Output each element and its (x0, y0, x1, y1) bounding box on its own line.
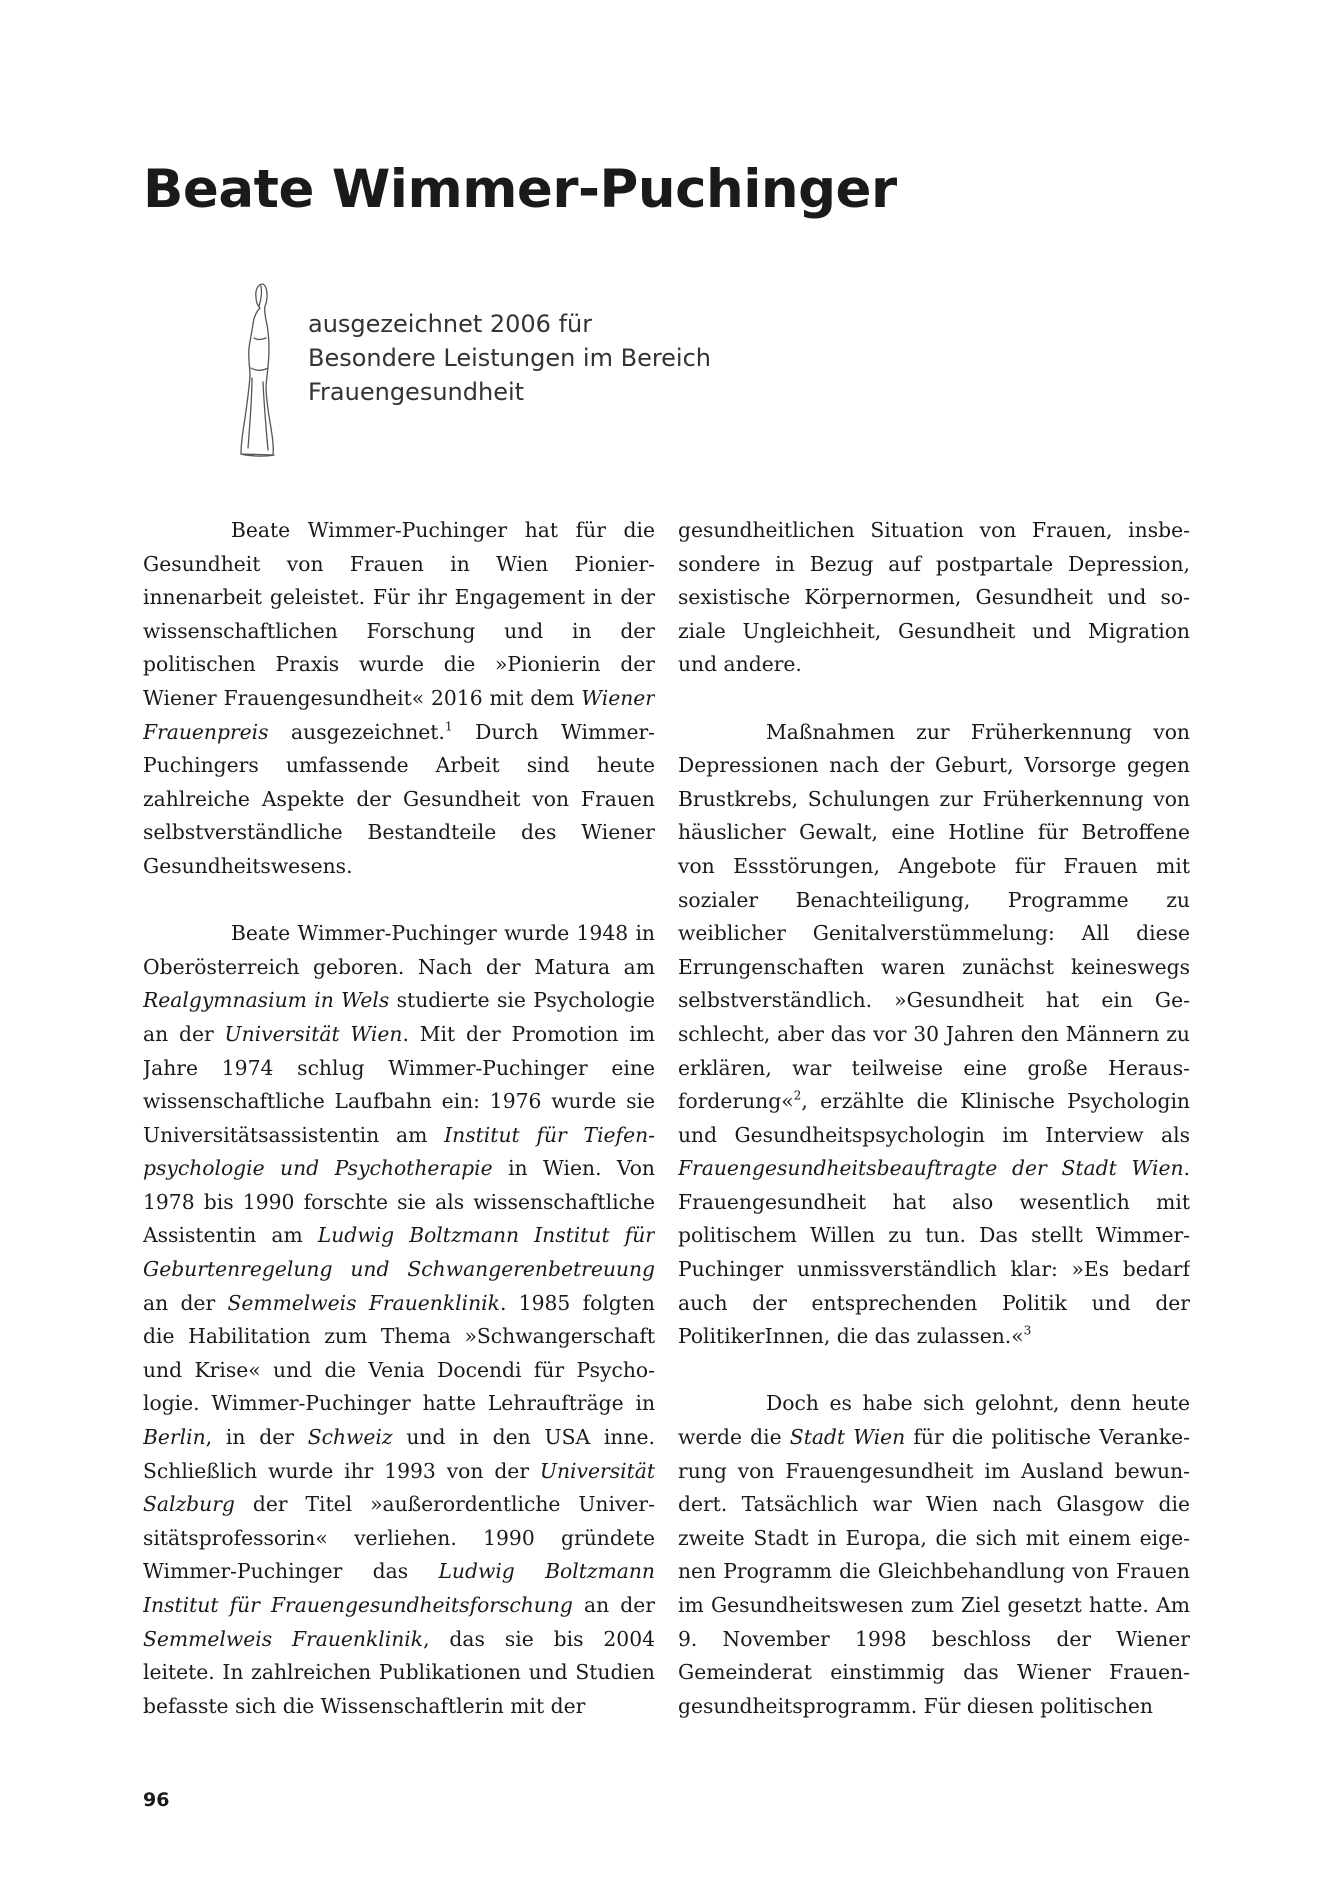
footnote-ref: 2 (793, 1088, 802, 1103)
page-title: Beate Wimmer-Puchinger (143, 159, 897, 220)
footnote-ref: 1 (444, 719, 453, 734)
award-caption (308, 307, 908, 409)
paragraph: Doch es habe sich gelohnt, denn heute werde die Stadt Wien für die politische Verankerung von Frauengesundheit im Ausland bewundert. Tatsächlich war Wien nach Glasgow die zweite Stadt in Europa, die sich mit einem eigenen Programm die Gleichbehandlung von Frauen im Gesundheitswesen zum Ziel gesetzt hatte. Am 9. November 1998 beschloss der Wiener Gemeinderat einstimmig das Wiener Frauengesundheitsprogramm. Für diesen politischen (678, 1391, 1190, 1718)
paragraph: gesundheitlichen Situation von Frauen, insbesondere in Bezug auf postpartale Depression, sexistische Körpernormen, Gesundheit und soziale Ungleichheit, Gesundheit und Migration und andere. (678, 518, 1190, 677)
paragraph: Beate Wimmer-Puchinger wurde 1948 in Oberösterreich geboren. Nach der Matura am Realgymnasium in Wels studierte sie Psychologie an der Universität Wien. Mit der Promotion im Jahre 1974 schlug Wimmer-Puchinger eine wissenschaftliche Laufbahn ein: 1976 wurde sie Universitätsassistentin am Institut für Tiefenpsychologie und Psychotherapie in Wien. Von 1978 bis 1990 forschte sie als wissenschaftliche Assistentin am Ludwig Boltzmann Institut für Geburtenregelung und Schwangerenbetreuung an der Semmelweis Frauenklinik. 1985 folgten die Habilitation zum Thema »Schwangerschaft und Krise« und die Venia Docendi für Psychologie. Wimmer-Puchinger hatte Lehraufträge in Berlin, in der Schweiz und in den USA inne. Schließlich wurde ihr 1993 von der Universität Salzburg der Titel »außerordentliche Universitätsprofessorin« verliehen. 1990 gründete Wimmer-Puchinger das Ludwig Boltzmann Institut für Frauengesundheitsforschung an der Semmelweis Frauenklinik, das sie bis 2004 leitete. In zahlreichen Publikationen und Studien befasste sich die Wissenschaftlerin mit der (143, 921, 655, 1718)
award-year-line: ausgezeichnet 2006 für (308, 310, 593, 338)
paragraph: Beate Wimmer-Puchinger hat für die Gesundheit von Frauen in Wien Pionierinnenarbeit geleistet. Für ihr Engagement in der wissenschaftlichen Forschung und in der politischen Praxis wurde die »Pionierin der Wiener Frauengesundheit« 2016 mit dem Wiener Frauenpreis ausgezeichnet.$^1$ Durch Wimmer-Puchingers umfassende Arbeit sind heute zahlreiche Aspekte der Gesundheit von Frauen selbstverständliche Bestandteile des Wiener Gesundheitswesens. (143, 518, 655, 878)
paragraph: Maßnahmen zur Früherkennung von Depressionen nach der Geburt, Vorsorge gegen Brustkrebs, Schulungen zur Früherkennung von häuslicher Gewalt, eine Hotline für Betroffene von Essstörungen, Angebote für Frauen mit sozialer Benachteiligung, Programme zu weiblicher Genitalverstümmelung: All diese Errungenschaften waren zunächst keineswegs selbstverständlich. »Gesundheit hat ein Geschlecht, aber das vor 30 Jahren den Männern zu erklären, war teilweise eine große Herausforderung«$^2$, erzählte die Klinische Psychologin und Gesundheitspsychologin im Interview als Frauengesundheitsbeauftragte der Stadt Wien. Frauengesundheit hat also wesentlich mit politischem Willen zu tun. Das stellt Wimmer-Puchinger unmissverständlich klar: »Es bedarf auch der entsprechenden Politik und der PolitikerInnen, die das zulassen.«$^3$ (678, 719, 1190, 1349)
text-column-right (678, 514, 1190, 1754)
award-category-line: Besondere Leistungen im Bereich (308, 344, 712, 372)
page-number: 96 (143, 1789, 170, 1811)
statuette-sketch-icon (228, 278, 298, 460)
footnote-ref: 3 (1023, 1323, 1032, 1338)
award-category-line: Frauengesundheit (308, 378, 525, 406)
text-column-left (143, 514, 655, 1754)
